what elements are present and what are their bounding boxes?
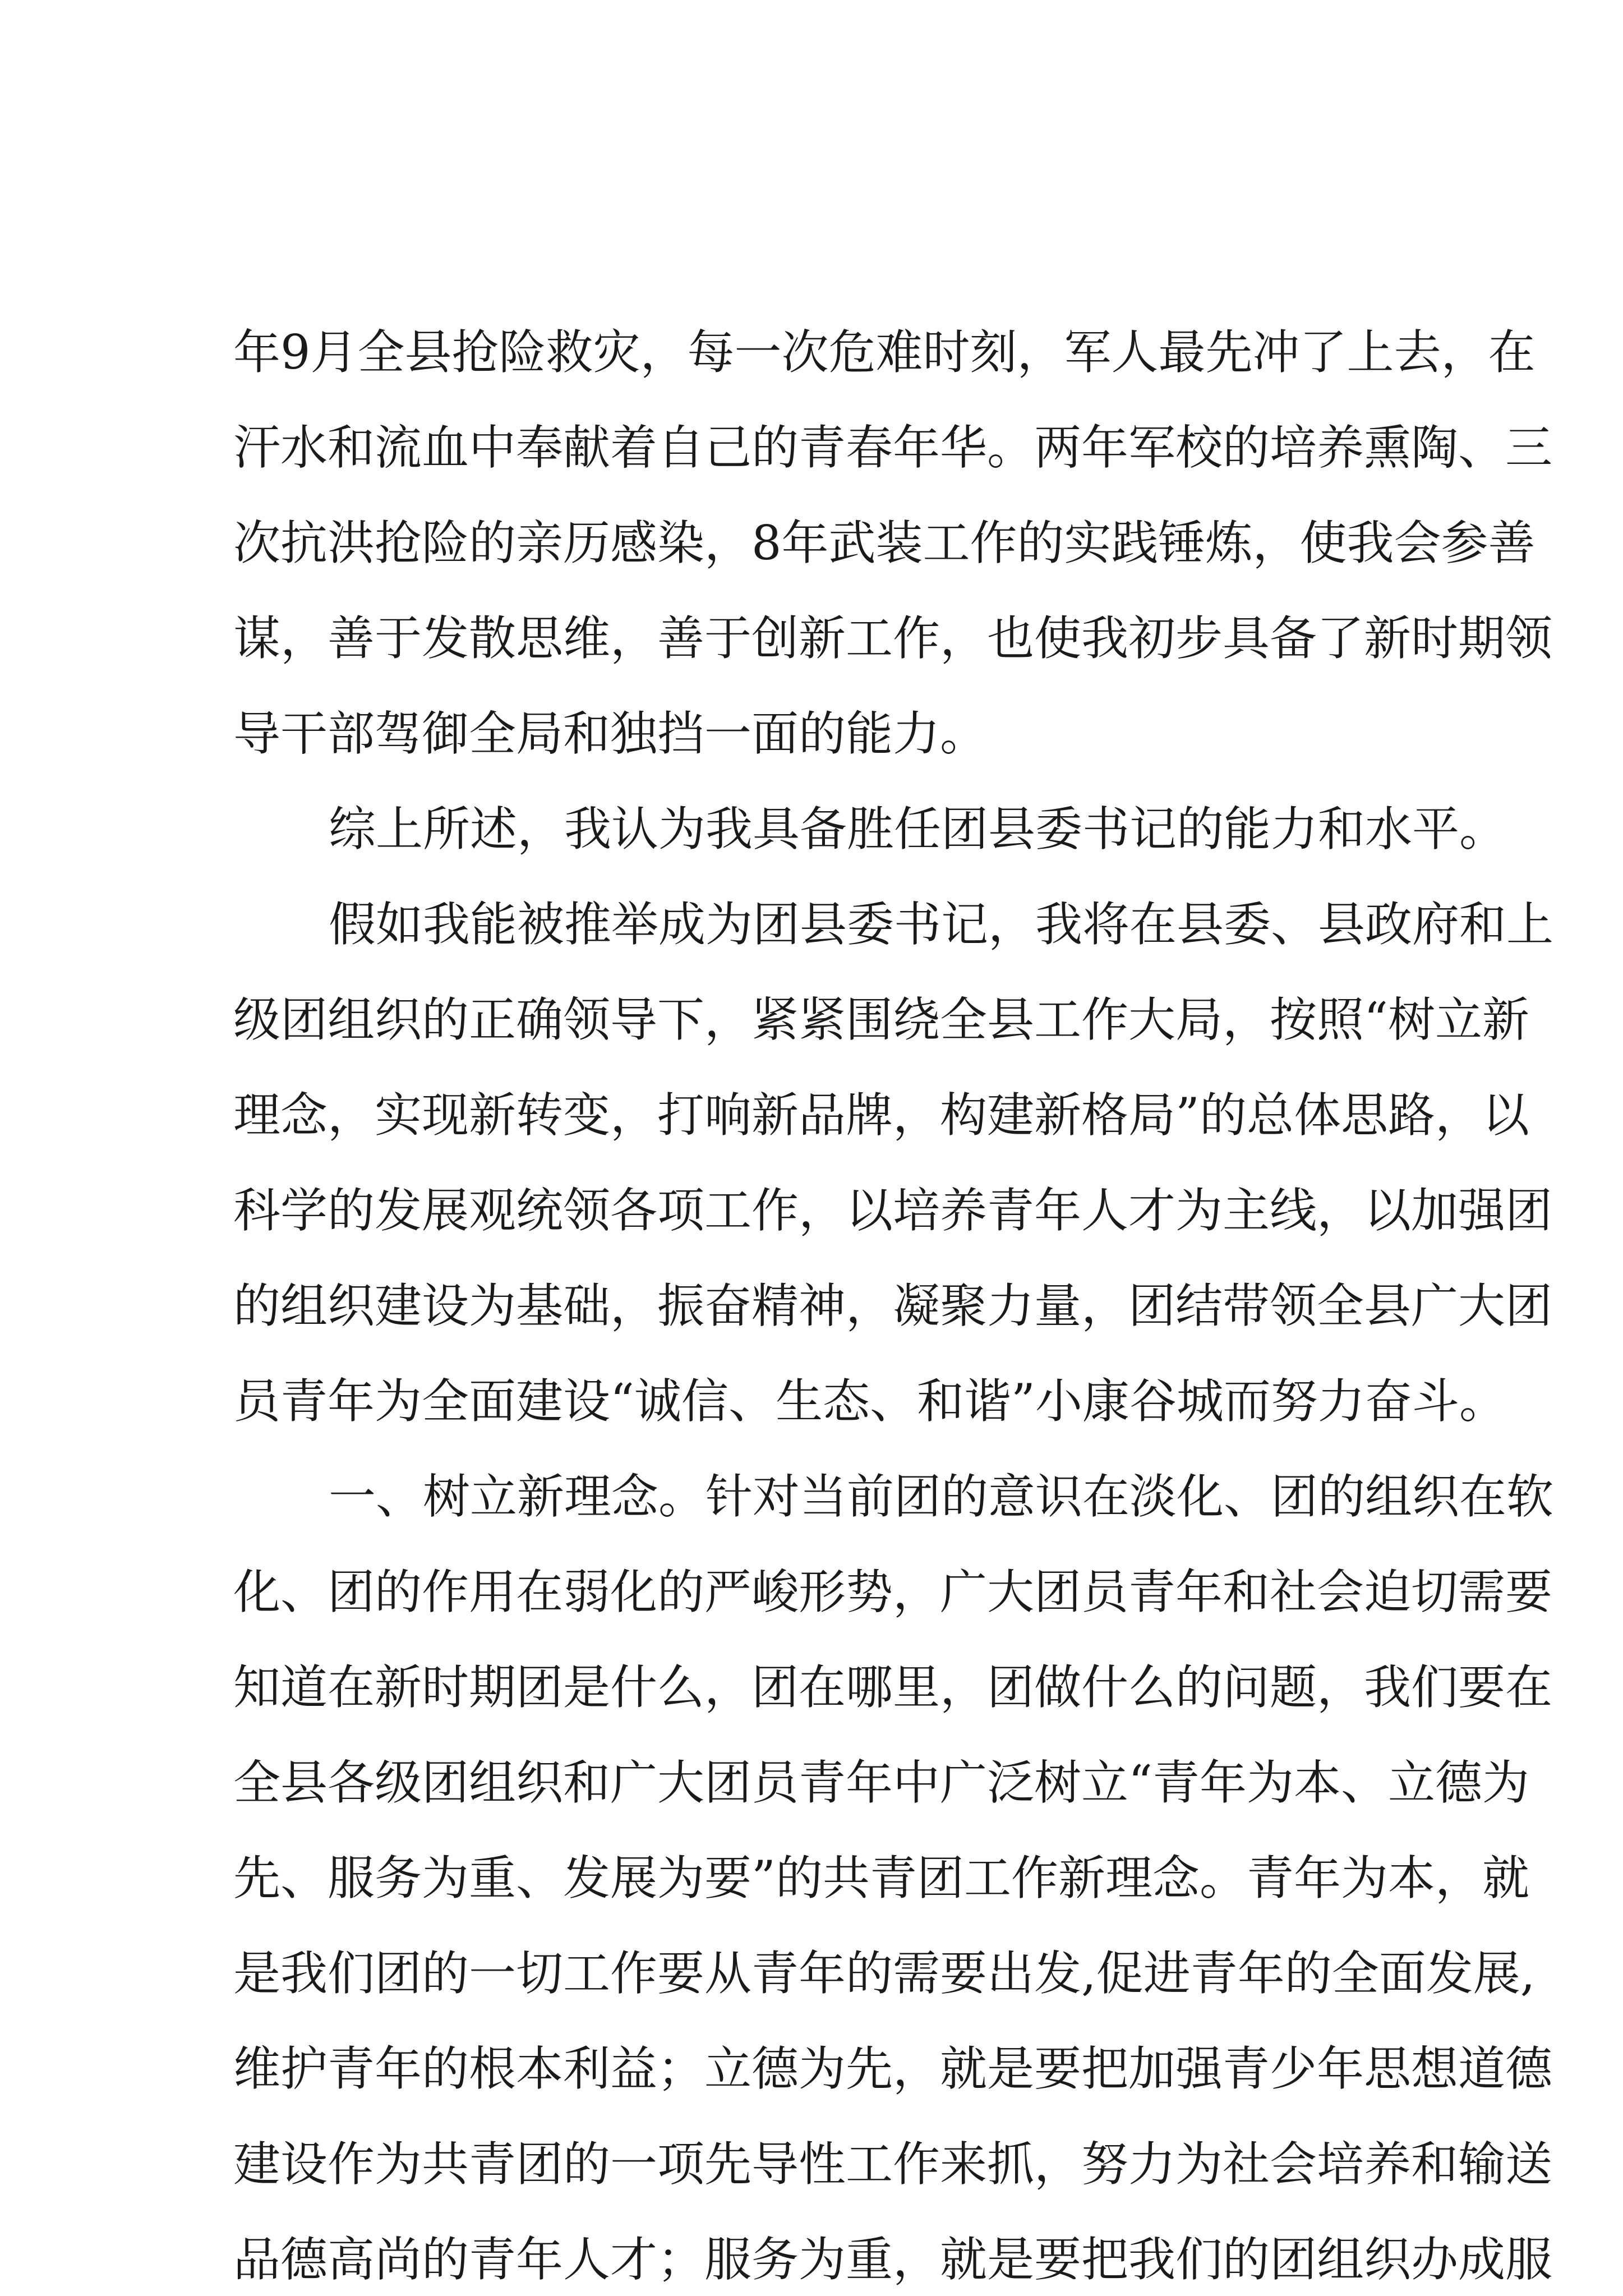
body-line: 年9月全县抢险救灾，每一次危难时刻，军人最先冲了上去，在 [233,325,1536,380]
body-line: 化、团的作用在弱化的严峻形势，广大团员青年和社会迫切需要 [233,1565,1553,1619]
paragraph-start-line: 一、树立新理念。针对当前团的意识在淡化、团的组织在软 [329,1469,1554,1524]
body-line: 建设作为共青团的一项先导性工作来抓，努力为社会培养和输送 [233,2137,1553,2192]
body-line: 级团组织的正确领导下，紧紧围绕全县工作大局，按照“树立新 [233,992,1529,1047]
body-line: 的组织建设为基础，振奋精神，凝聚力量，团结带领全县广大团 [233,1278,1553,1333]
body-line: 是我们团的一切工作要从青年的需要出发,促进青年的全面发展, [233,1946,1536,2001]
paragraph-start-line: 综上所述，我认为我具备胜任团县委书记的能力和水平。 [329,802,1507,857]
body-line: 汗水和流血中奉献着自己的青春年华。两年军校的培养熏陶、三 [233,420,1553,475]
body-line: 全县各级团组织和广大团员青年中广泛树立“青年为本、立德为 [233,1755,1529,1810]
body-line: 员青年为全面建设“诚信、生态、和谐”小康谷城而努力奋斗。 [233,1374,1506,1429]
body-line: 谋，善于发散思维，善于创新工作，也使我初步具备了新时期领 [233,611,1553,666]
body-line: 科学的发展观统领各项工作，以培养青年人才为主线，以加强团 [233,1183,1553,1238]
body-line: 品德高尚的青年人才；服务为重，就是要把我们的团组织办成服 [233,2232,1553,2287]
body-line: 导干部驾御全局和独挡一面的能力。 [233,706,988,761]
body-line: 维护青年的根本利益；立德为先，就是要把加强青少年思想道德 [233,2041,1553,2096]
body-line: 知道在新时期团是什么，团在哪里，团做什么的问题，我们要在 [233,1660,1553,1715]
paragraph-start-line: 假如我能被推举成为团县委书记，我将在县委、县政府和上 [329,897,1554,952]
body-line: 理念，实现新转变，打响新品牌，构建新格局”的总体思路，以 [233,1088,1529,1143]
body-line: 次抗洪抢险的亲历感染，8年武装工作的实践锤炼，使我会参善 [233,516,1536,570]
body-line: 先、服务为重、发展为要”的共青团工作新理念。青年为本，就 [233,1851,1529,1906]
